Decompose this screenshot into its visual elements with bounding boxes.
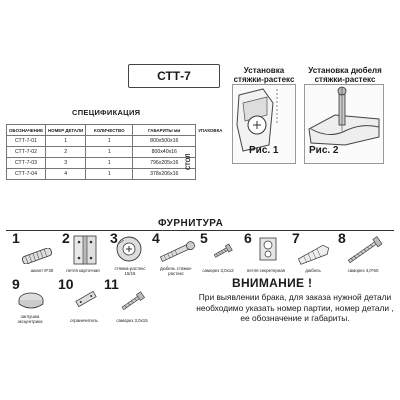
fitting-number: 1 (12, 230, 20, 246)
spec-header-row (7, 125, 225, 136)
card-hinge-icon (72, 234, 100, 266)
figure-2-label: Рис. 2 (309, 145, 339, 156)
fitting-number: 8 (338, 230, 346, 246)
package-label: СТОЛ (186, 153, 192, 170)
fitting-number: 3 (110, 230, 118, 246)
table-cell: СТТ-7-02 (7, 147, 46, 158)
fitting-caption: саморез 3,0х12 (202, 268, 234, 273)
fitting-caption: саморез 4,0*60 (347, 268, 379, 273)
dowel-icon (20, 248, 54, 264)
fitting-number: 5 (200, 230, 208, 246)
product-code: СТТ-7 (128, 64, 220, 88)
cam-bolt-icon (158, 240, 198, 264)
table-cell: 1 (86, 136, 133, 147)
screw-long-icon (344, 236, 386, 266)
table-row (7, 169, 225, 180)
fitting-number: 6 (244, 230, 252, 246)
table-cell: 1 (86, 169, 133, 180)
plastic-dowel-icon (296, 242, 336, 266)
spec-header: УПАКОВКА (198, 127, 223, 133)
fitting-number: 2 (62, 230, 70, 246)
table-cell: СТТ-7-03 (7, 158, 46, 169)
fitting-number: 9 (12, 276, 20, 292)
table-cell: СТТ-7-04 (7, 169, 46, 180)
fitting-caption: стяжка-растекс 15/16 (114, 266, 146, 276)
fitting-caption: дюбель стяжки-растекс (159, 266, 193, 276)
table-cell: 4 (46, 169, 86, 180)
fitting-caption: заглушка эксцентрика (17, 314, 43, 324)
fitting-number: 4 (152, 230, 160, 246)
fitting-caption: дюбель (305, 268, 321, 273)
fittings-title: ФУРНИТУРА (158, 218, 224, 229)
figure-2 (304, 84, 384, 164)
table-cell: 796х205х16 (133, 158, 196, 169)
table-cell: 3 (46, 158, 86, 169)
notice-text: При выявлении брака, для заказа нужной детали необходимо указать номер партии, номер детали , ее обозначение и габариты. (196, 292, 394, 323)
table-cell: 800х500х16 (133, 136, 196, 147)
fitting-caption: петля секретерная (246, 268, 286, 273)
table-cell: 1 (86, 147, 133, 158)
spec-header: ОБОЗНАЧЕНИЕ (7, 125, 46, 136)
screw-medium-icon (118, 290, 148, 314)
figure-1 (232, 84, 296, 164)
table-cell: 378х206х16 (133, 169, 196, 180)
spec-title: СПЕЦИФИКАЦИЯ (72, 108, 141, 117)
spec-package-cell (196, 136, 225, 180)
table-cell: 2 (46, 147, 86, 158)
fitting-caption: петля карточная (66, 268, 100, 273)
figure-1-title: Установка стяжки-растекс (233, 66, 295, 84)
table-cell: 800х40х16 (133, 147, 196, 158)
screw-small-icon (210, 242, 236, 262)
figure-2-title: Установка дюбеля стяжки-растекс (308, 66, 382, 84)
fitting-caption: ограничитель (70, 318, 98, 323)
spec-table (6, 124, 224, 180)
figure-1-label: Рис. 1 (249, 145, 279, 156)
spec-header: ГАБАРИТЫ мм (133, 125, 196, 136)
spec-header: НОМЕР ДЕТАЛИ (46, 125, 86, 136)
table-cell: 1 (46, 136, 86, 147)
fitting-caption: саморез 3,0х15 (116, 318, 148, 323)
fitting-number: 7 (292, 230, 300, 246)
notice-title: ВНИМАНИЕ ! (232, 276, 313, 290)
cam-lock-icon (114, 234, 144, 264)
limiter-icon (74, 290, 98, 308)
cap-icon (16, 290, 46, 312)
spec-header: КОЛИЧЕСТВО (86, 125, 133, 136)
fitting-number: 11 (104, 276, 119, 292)
table-row (7, 136, 225, 147)
fitting-number: 10 (58, 276, 74, 292)
table-cell: СТТ-7-01 (7, 136, 46, 147)
table-cell: 1 (86, 158, 133, 169)
secretary-hinge-icon (256, 234, 280, 264)
fitting-caption: шкант 8*30 (30, 268, 54, 273)
